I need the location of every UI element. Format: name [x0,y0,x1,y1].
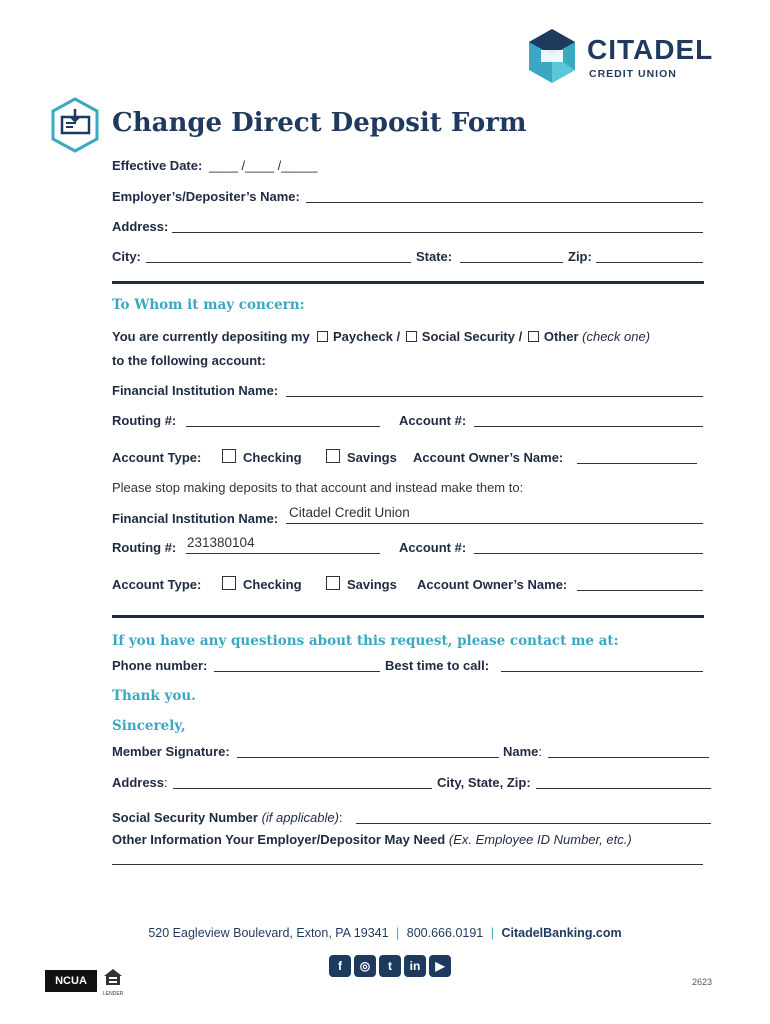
new-routing-label: Routing #: [112,540,177,555]
new-savings-option [326,576,397,592]
new-savings-checkbox[interactable] [326,576,340,590]
thank-you-text: Thank you. [112,688,196,704]
new-acct-type-label: Account Type: [112,577,202,592]
footer-site[interactable]: CitadelBanking.com [501,926,622,940]
new-checking-option [222,576,302,592]
paycheck-checkbox[interactable] [317,331,328,342]
old-savings-checkbox[interactable] [326,449,340,463]
linkedin-icon[interactable]: in [404,955,426,977]
brand-sub: CREDIT UNION [589,68,677,80]
new-owner-label: Account Owner’s Name: [417,577,568,592]
name-field[interactable] [548,757,709,758]
equal-housing-lender-icon [103,968,123,997]
name-colon: : [538,744,543,759]
other-info-label [112,832,632,847]
facebook-icon[interactable]: f [329,955,351,977]
city-state-zip-field[interactable] [536,788,711,789]
sincerely-text: Sincerely, [112,718,186,734]
best-time-label: Best time to call: [385,658,490,673]
ncua-badge: NCUA [45,970,97,992]
new-account-field[interactable] [474,553,703,554]
old-routing-label: Routing #: [112,413,177,428]
new-routing-value[interactable]: 231380104 [187,535,255,550]
depositing-line [112,329,650,344]
new-fin-inst-field[interactable] [286,523,703,524]
brand-name: CITADEL [587,34,714,65]
ssn-text: Social Security Number [112,810,258,825]
ssn-colon: : [338,810,343,825]
name-label [503,744,542,759]
signature-field[interactable] [237,757,499,758]
new-checking-label: Checking [243,577,302,592]
social-security-label: Social Security / [421,329,523,344]
social-icons [329,955,454,977]
city-state-zip-label: City, State, Zip: [437,775,531,790]
zip-label: Zip: [568,249,592,264]
old-fin-inst-field[interactable] [286,396,703,397]
footer-sep-2: | [490,926,494,940]
old-owner-field[interactable] [577,463,697,464]
signature-label: Member Signature: [112,744,230,759]
employer-label: Employer’s/Depositer’s Name: [112,189,300,204]
old-checking-option [222,449,302,465]
old-checking-label: Checking [243,450,302,465]
contact-heading: If you have any questions about this request, please contact me at: [112,633,619,649]
address-field[interactable] [172,232,703,233]
old-owner-label: Account Owner’s Name: [413,450,564,465]
member-address-text: Address [112,775,165,790]
state-label: State: [416,249,453,264]
new-account-label: Account #: [399,540,467,555]
to-following-text: to the following account: [112,353,266,368]
other-info-text: Other Information Your Employer/Depositor May Need [112,832,446,847]
new-savings-label: Savings [347,577,397,592]
name-label-text: Name [503,744,539,759]
whom-heading: To Whom it may concern: [112,297,305,313]
employer-field[interactable] [306,202,703,203]
footer-phone: 800.666.0191 [406,926,484,940]
address-label: Address: [112,219,169,234]
effective-date-label: Effective Date: [112,158,203,173]
old-savings-label: Savings [347,450,397,465]
other-label: Other [543,329,579,344]
zip-field[interactable] [596,262,703,263]
stop-text: Please stop making deposits to that account and instead make them to: [112,480,524,495]
youtube-icon[interactable]: ▶ [429,955,451,977]
new-routing-field[interactable] [186,553,380,554]
page-title: Change Direct Deposit Form [112,108,527,138]
footer-sep-1: | [396,926,400,940]
other-info-field[interactable] [112,864,703,865]
ssn-field[interactable] [356,823,711,824]
city-field[interactable] [146,262,411,263]
ssn-label [112,810,343,825]
member-address-label [112,775,168,790]
divider-2 [112,615,704,618]
twitter-icon[interactable]: t [379,955,401,977]
old-account-field[interactable] [474,426,703,427]
depositing-text: You are currently depositing my [112,329,310,344]
paycheck-label: Paycheck / [332,329,401,344]
phone-field[interactable] [214,671,380,672]
other-info-note: (Ex. Employee ID Number, etc.) [448,832,632,847]
footer-contact [0,926,770,940]
old-checking-checkbox[interactable] [222,449,236,463]
new-fin-inst-label: Financial Institution Name: [112,511,279,526]
divider [112,281,704,284]
check-deposit-icon [50,97,100,158]
form-number: 2623 [692,977,713,987]
old-routing-field[interactable] [186,426,380,427]
new-fin-inst-value[interactable]: Citadel Credit Union [289,505,410,520]
member-address-field[interactable] [173,788,432,789]
phone-label: Phone number: [112,658,208,673]
other-checkbox[interactable] [528,331,539,342]
lender-text: LENDER [103,991,124,997]
ssn-note: (if applicable) [261,810,339,825]
old-account-label: Account #: [399,413,467,428]
citadel-logo [527,28,727,84]
old-acct-type-label: Account Type: [112,450,202,465]
effective-date-field[interactable]: ____ /____ /_____ [209,158,318,173]
member-address-colon: : [164,775,168,790]
check-one-note: (check one) [582,329,651,344]
social-security-checkbox[interactable] [406,331,417,342]
new-checking-checkbox[interactable] [222,576,236,590]
new-owner-field[interactable] [577,590,703,591]
old-fin-inst-label: Financial Institution Name: [112,383,279,398]
citadel-hexagon-icon [527,28,577,84]
instagram-icon[interactable]: ◎ [354,955,376,977]
old-savings-option [326,449,397,465]
best-time-field[interactable] [501,671,703,672]
footer-address: 520 Eagleview Boulevard, Exton, PA 19341 [148,926,389,940]
city-label: City: [112,249,141,264]
state-field[interactable] [460,262,563,263]
